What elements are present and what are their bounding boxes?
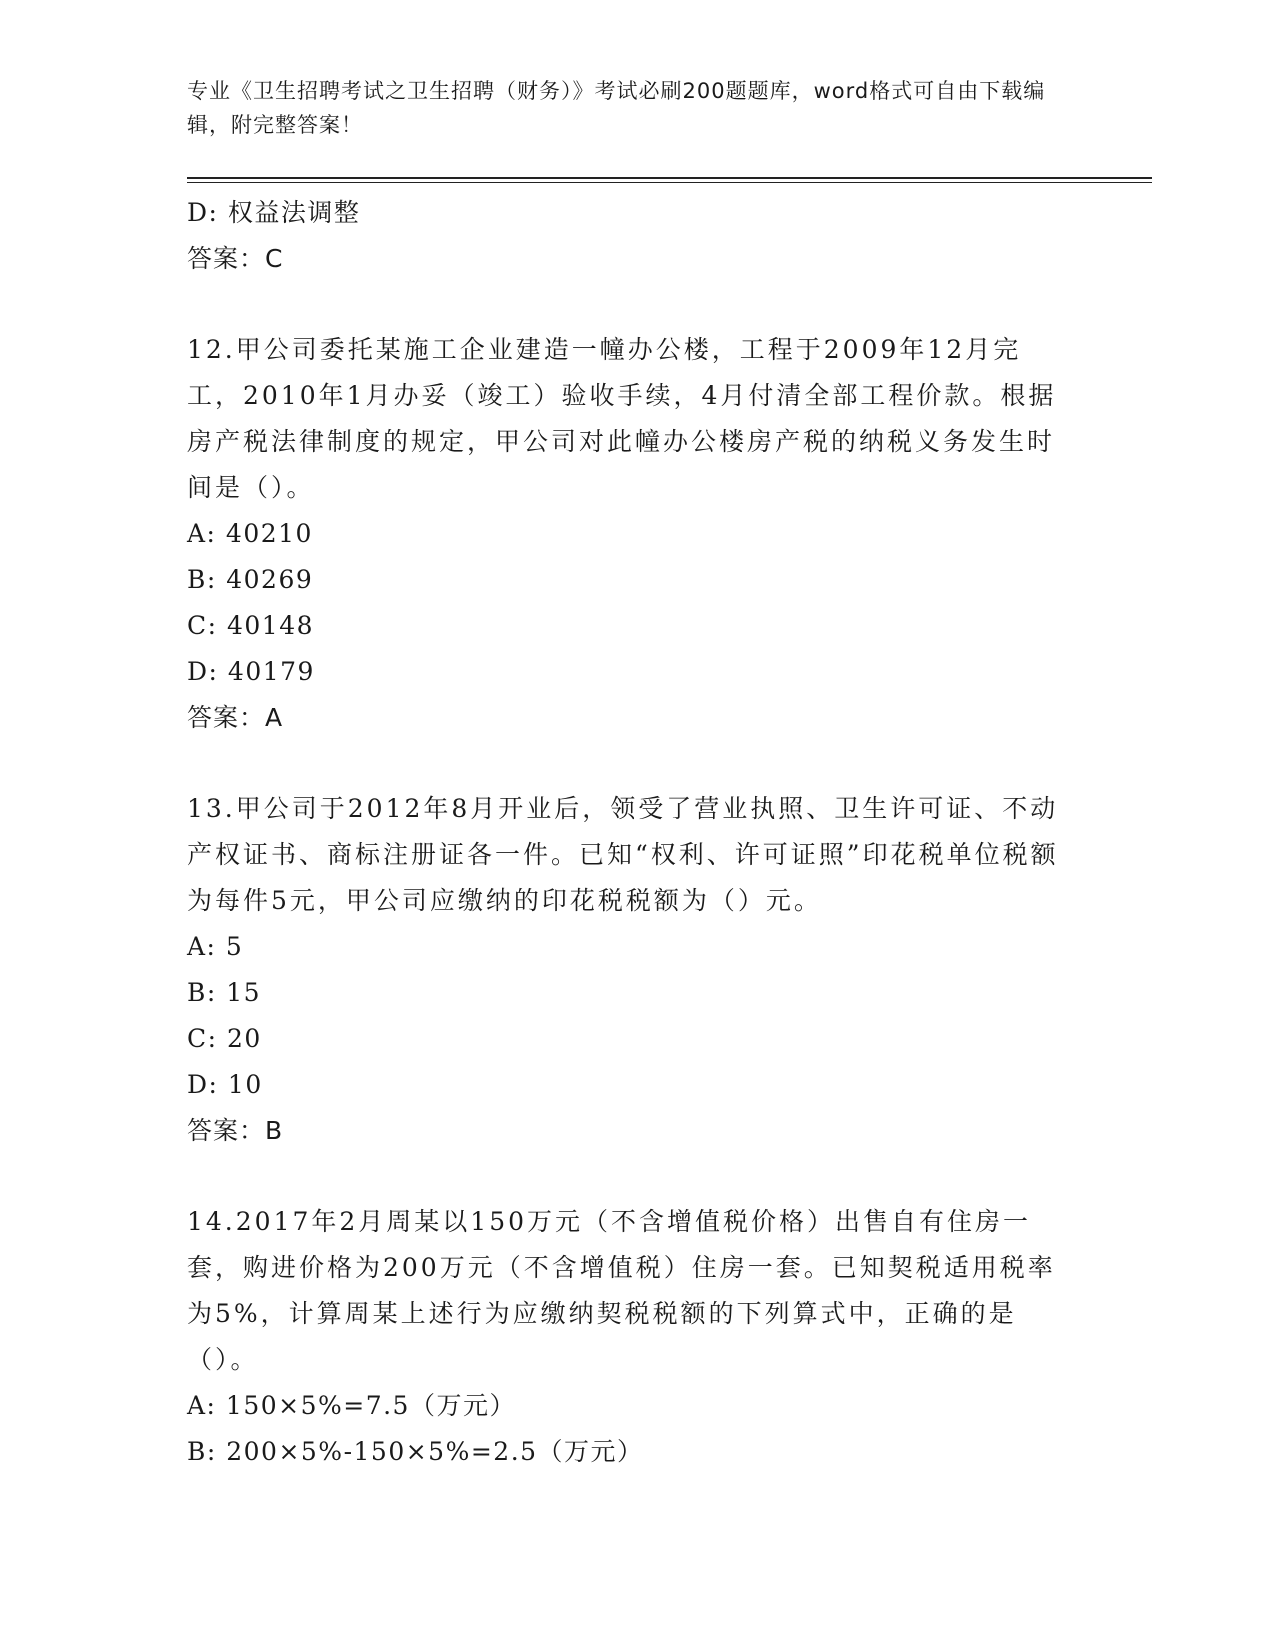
spacer [187, 282, 1077, 327]
answer: 答案：B [187, 1116, 284, 1145]
option-d: D: 40179 [187, 657, 315, 686]
spacer [187, 1154, 1077, 1199]
spacer [187, 741, 1077, 786]
option-d: D: 10 [187, 1070, 263, 1099]
option-a: A: 150×5%=7.5（万元） [187, 1391, 516, 1420]
header-divider-thin [187, 182, 1152, 183]
question-content [187, 190, 1077, 1475]
question-stem: 13.甲公司于2012年8月开业后，领受了营业执照、卫生许可证、不动产权证书、商标注册证各一件。已知“权利、许可证照”印花税单位税额为每件5元，甲公司应缴纳的印花税税额为（）元。 [187, 794, 1059, 915]
page-header: 专业《卫生招聘考试之卫生招聘（财务）》考试必刷200题题库，word格式可自由下载编辑，附完整答案！ [187, 79, 1046, 137]
option-a: A: 5 [187, 932, 244, 961]
question-12 [187, 327, 1077, 741]
option-a: A: 40210 [187, 519, 313, 548]
question-stem: 12.甲公司委托某施工企业建造一幢办公楼，工程于2009年12月完工，2010年1月办妥（竣工）验收手续，4月付清全部工程价款。根据房产税法律制度的规定，甲公司对此幢办公楼房产税的纳税义务发生时间是（）。 [187, 335, 1057, 502]
option-b: B: 40269 [187, 565, 314, 594]
header-divider-thick [187, 177, 1152, 179]
question-stem: 14.2017年2月周某以150万元（不含增值税价格）出售自有住房一套，购进价格为200万元（不含增值税）住房一套。已知契税适用税率为5%，计算周某上述行为应缴纳契税税额的下列算式中，正确的是（）。 [187, 1207, 1056, 1374]
prev-option-d: D: 权益法调整 [187, 198, 361, 227]
option-c: C: 40148 [187, 611, 315, 640]
prev-answer: 答案：C [187, 244, 284, 273]
answer: 答案：A [187, 703, 284, 732]
option-c: C: 20 [187, 1024, 262, 1053]
option-b: B: 200×5%-150×5%=2.5（万元） [187, 1437, 644, 1466]
option-b: B: 15 [187, 978, 262, 1007]
question-13 [187, 786, 1077, 1154]
question-14 [187, 1199, 1077, 1475]
